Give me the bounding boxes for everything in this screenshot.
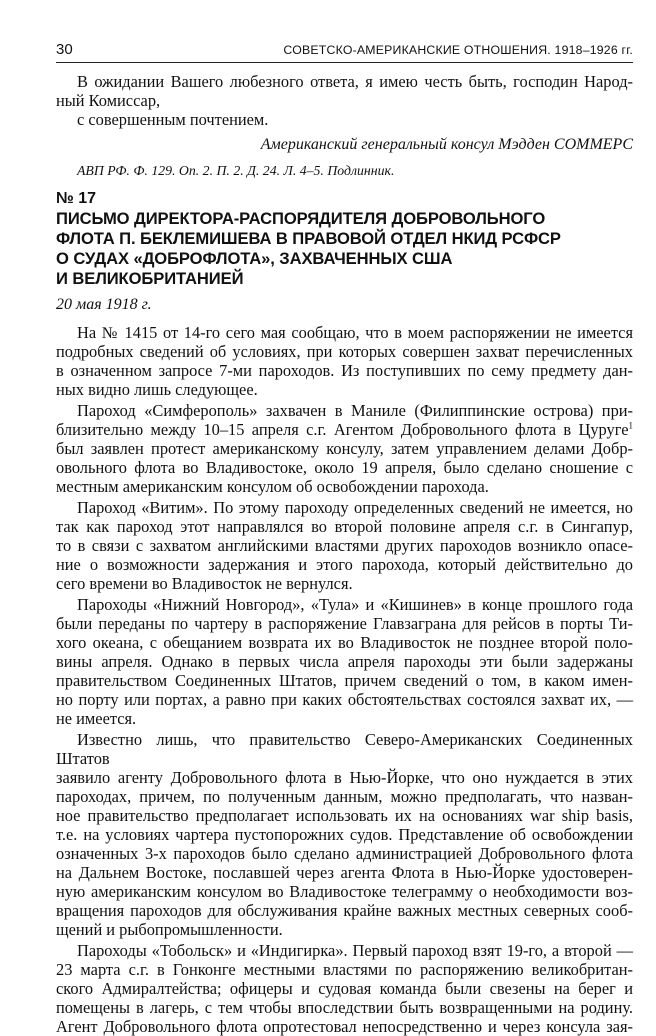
text-line: вины апреля. Однако в первых числа апреля пароходы эти были задержаны (56, 652, 633, 671)
text-line: в означенном запросе 7-ми пароходов. Из поступивших по сему предмету дан- (56, 361, 633, 380)
paragraph (56, 595, 633, 728)
footnote-marker: 1 (628, 420, 633, 431)
document-number: № 17 (56, 190, 97, 207)
text-line: подробных сведений об условиях, при которых совершен захват перечисленных (56, 342, 633, 361)
text-line: Пароход «Симферополь» захвачен в Маниле (Филиппинские острова) при- (77, 401, 633, 420)
text-line: пароходах, причем, по полученным данным, можно предполагать, что назван- (56, 787, 633, 806)
title-line: ПИСЬМО ДИРЕКТОРА-РАСПОРЯДИТЕЛЯ ДОБРОВОЛЬНОГО (56, 209, 546, 228)
title-line: И ВЕЛИКОБРИТАНИЕЙ (56, 269, 244, 288)
text-line: хого океана, с обещанием возврата их во Владивосток не позднее второй поло- (56, 633, 633, 652)
text-line-content: близительно между 10–15 апреля с.г. Агентом Добровольного флота в Цуруге (56, 420, 629, 439)
text-line: ное правительство предполагает использовать их на основаниях war ship basis, (56, 806, 633, 825)
text-line: Пароход «Витим». По этому пароходу определенных сведений не имеется, но (77, 498, 633, 517)
text-line: Известно лишь, что правительство Северо-Американских Соединенных Штатов (56, 730, 633, 768)
page-number: 30 (56, 41, 73, 58)
text-line: овольного флота во Владивостоке, около 19 апреля, было сделано сношение с (56, 458, 633, 477)
text-line: на Дальнем Востоке, пославшей через агента Флота в Нью-Йорке удостоверен- (56, 863, 633, 882)
text-line: ный Комиссар, (56, 91, 161, 110)
title-line: О СУДАХ «ДОБРОФЛОТА», ЗАХВАЧЕННЫХ США (56, 249, 453, 268)
title-line: ФЛОТА П. БЕКЛЕМИШЕВА В ПРАВОВОЙ ОТДЕЛ НКИД РСФСР (56, 229, 561, 248)
text-line: помещены в лагерь, с тем чтобы впоследствии быть возвращенными на родину. (56, 998, 633, 1017)
text-line: Пароходы «Тобольск» и «Индигирка». Первый пароход взят 19-го, а второй — (77, 941, 633, 960)
text-line: вращения пароходов для обслуживания крайне важных местных северных сооб- (56, 901, 633, 920)
text-line: Пароходы «Нижний Новгород», «Тула» и «Кишинев» в конце прошлого года (77, 595, 633, 614)
text-line: сего времени во Владивосток не вернулся. (56, 574, 353, 593)
text-line: заявило агенту Добровольного флота в Нью-Йорке, что оно нуждается в этих (56, 768, 633, 787)
text-line: правительством Соединенных Штатов, причем сведений о том, в каком имен- (56, 671, 633, 690)
text-line: был заявлен протест американскому консулу, затем управлением делами Добр- (56, 439, 633, 458)
document-title (56, 209, 633, 289)
text-line: щений и рыбопромышленности. (56, 920, 283, 939)
text-line: ние о возможности задержания и этого парохода, который действительно до (56, 555, 633, 574)
text-line (56, 420, 633, 439)
text-line: ных видно лишь следующее. (56, 380, 258, 399)
text-line: ского Адмиралтейства; офицеры и судовая команда были свезены на берег и (56, 979, 633, 998)
text-line: так как пароход этот направлялся во второй половине апреля с.г. в Сингапур, (56, 517, 633, 536)
text-line: В ожидании Вашего любезного ответа, я имею честь быть, господин Народ- (77, 72, 633, 91)
running-header (56, 40, 633, 63)
running-title: СОВЕТСКО-АМЕРИКАНСКИЕ ОТНОШЕНИЯ. 1918–1926 гг. (283, 43, 633, 57)
paragraph (56, 498, 633, 593)
text-line: с совершенным почтением. (77, 110, 269, 129)
text-line: означенных 3-х пароходов было сделано администрацией Добровольного флота (56, 844, 633, 863)
text-line: ную американским консулом во Владивостоке телеграмму о необходимости воз- (56, 882, 633, 901)
text-line: но порту или портах, а равно при каких обстоятельствах состоялся захват их, — (56, 690, 633, 709)
text-line: были переданы по чартеру в распоряжение Главзаграна для рейсов в порты Ти- (56, 614, 633, 633)
paragraph (56, 730, 633, 939)
closing-block (56, 72, 633, 129)
text-line: местным американским консулом об освобождении парохода. (56, 477, 489, 496)
paragraph (56, 941, 633, 1036)
text-line: то в связи с захватом английскими властями других пароходов возникло опасе- (56, 536, 633, 555)
document-date: 20 мая 1918 г. (56, 296, 152, 313)
archive-source: АВП РФ. Ф. 129. Оп. 2. П. 2. Д. 24. Л. 4–5. Подлинник. (77, 163, 395, 178)
text-line: не имеется. (56, 709, 137, 728)
page-body (56, 72, 633, 1036)
paragraph (56, 323, 633, 399)
paragraph (56, 401, 633, 496)
text-line: На № 1415 от 14-го сего мая сообщаю, что в моем распоряжении не имеется (77, 323, 633, 342)
signature: Американский генеральный консул Мэдден СОММЕРС (260, 136, 633, 153)
text-line: т.е. на условиях чартера пустопорожних судов. Представление об освобождении (56, 825, 633, 844)
text-line: Агент Добровольного флота опротестовал непосредственно и через консула зая- (56, 1017, 633, 1036)
text-line: 23 марта с.г. в Гонконге местными властями по распоряжению великобритан- (56, 960, 633, 979)
